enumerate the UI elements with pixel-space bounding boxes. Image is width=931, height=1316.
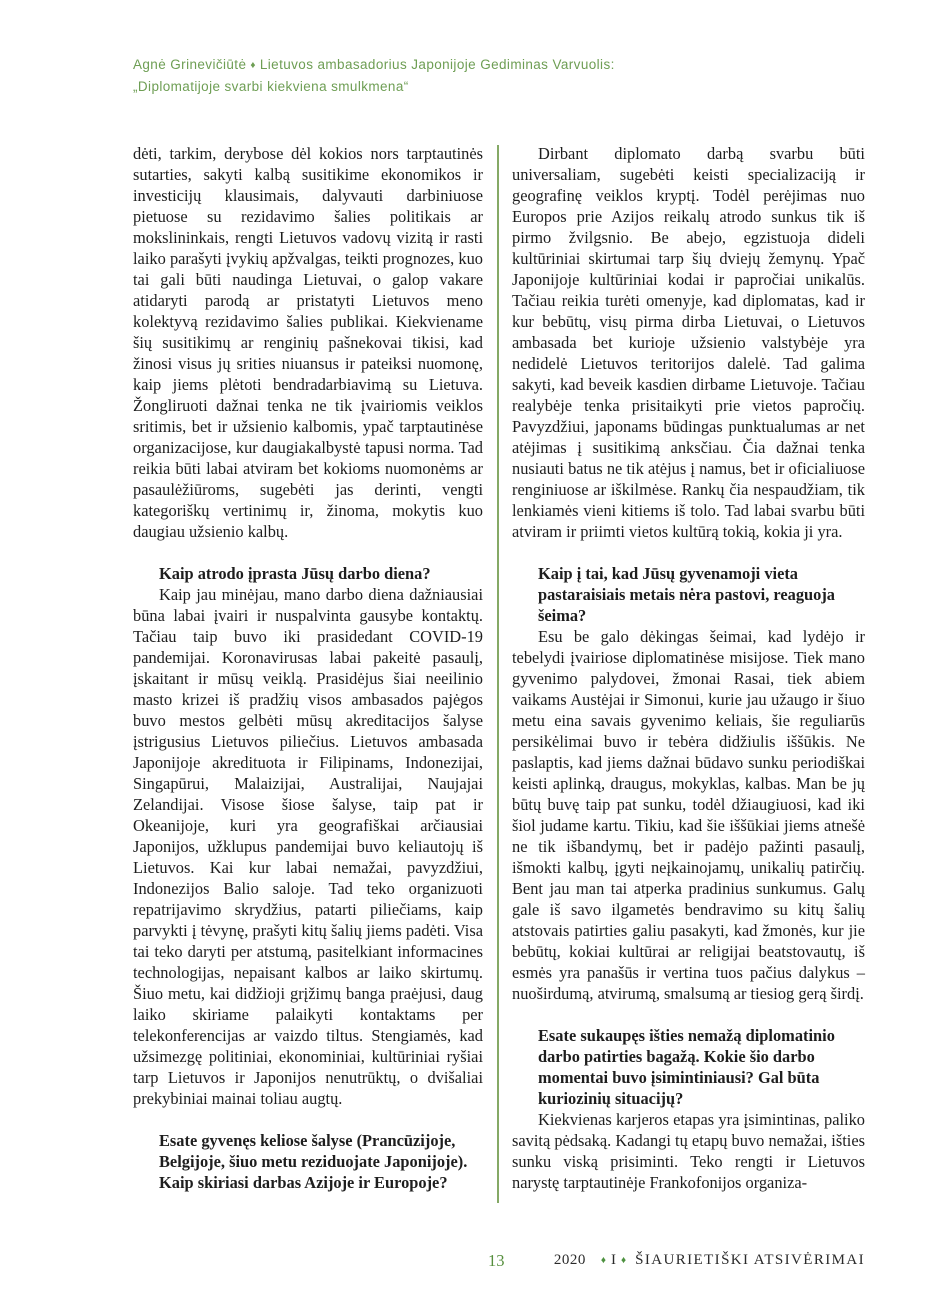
paragraph: Kaip jau minėjau, mano darbo diena dažniausiai būna labai įvairi ir nuspalvinta gausybe kontaktų. Tačiau taip buvo iki prasidedant COVID-19 pandemijai. Koronavirusas labai pakeitė pasaulį, įskaitant ir mūsų veiklą. Prasidėjus šiai neeilinio masto krizei iš pradžių visos ambasados pajėgos buvo mestos gelbėti mūsų akreditacijos šalyse įstrigusius Lietuvos piliečius. Lietuvos ambasada Japonijoje akredituota ir Filipinams, Indonezijai, Singapūrui, Malaizijai, Australijai, Naujajai Zelandijai. Visose šiose šalyse, taip pat ir Okeanijoje, kuri yra geografiškai arčiausiai Japonijos, užklupus pandemijai buvo keliautojų iš Lietuvos. Kai kur labai nemažai, pavyzdžiui, Indonezijos Balio saloje. Tad teko organizuoti repatrijavimo skrydžius, patarti piliečiams, kaip parvykti į tėvynę, prašyti kitų šalių jiems padėti. Visa tai teko daryti per atstumą, pasitelkiant informacines technologijas, nepaisant kalbos ar laiko skirtumų. Šiuo metu, kai didžioji grįžimų banga praėjusi, daug laiko skiriame palaikyti kontaktams per telekonferencijas ar vaizdo tiltus. Stengiamės, kad užsimezgę politiniai, ekonominiai, kultūriniai ryšiai tarp Lietuvos ir Japonijos nenutrūktų, o dvišaliai prekybiniai mainai toliau augtų. [133,585,483,1108]
diamond-separator-icon: ♦ [250,60,256,71]
question-heading: Kaip atrodo įprasta Jūsų darbo diena? [159,564,431,583]
column-right [512,143,865,1193]
footer-issue-number: I [611,1252,617,1268]
author-name: Agnė Grinevičiūtė [133,57,247,72]
column-divider-rule [497,145,499,1203]
question-heading: Esate gyvenęs keliose šalyse (Prancūzijoje, Belgijoje, šiuo metu reziduojate Japonijoje). Kaip skiriasi darbas Azijoje ir Europoje? [159,1131,468,1192]
question-heading: Esate sukaupęs išties nemažą diplomatinio darbo patirties bagažą. Kokie šio darbo momentai buvo įsimintiniausi? Gal būta kuriozinių situacijų? [538,1026,835,1108]
column-left [133,143,483,1193]
paragraph: dėti, tarkim, derybose dėl kokios nors tarptautinės sutarties, sakyti kalbą susitikime ekonomikos ir investicijų klausimais, dalyvauti darbiniuose pietuose su rezidavimo šalies politikais ar mokslininkais, rengti Lietuvos vadovų vizitą ir rasti laiko parašyti įvykių apžvalgas, teikti prognozes, kuo tai gali būti naudinga Lietuvai, o galop vakare atidaryti parodą ar pristatyti Lietuvos meno kolektyvą rezidavimo šalies publikai. Kiekviename šių susitikimų ar renginių pašnekovai tikisi, kad žinosi visus jų srities niuansus ir pateiksi nuomonę, kaip jiems plėtoti bendradarbiavimą su Lietuva. Žongliruoti dažnai tenka ne tik įvairiomis veiklos sritimis, bet ir užsienio kalbomis, ypač tarptautinėse organizacijose, kur daugiakalbystė tapusi norma. Tad reikia būti labai atviram bet kokioms nuomonėms ar pasaulėžiūroms, sugebėti jas derinti, vengti kategoriškų vertinimų ir, žinoma, mokytis kuo daugiau užsienio kalbų. [133,144,483,541]
paragraph: Kiekvienas karjeros etapas yra įsimintinas, paliko savitą pėdsaką. Kadangi tų etapų buvo nemažai, išties sunku viską prisiminti. Teko rengti ir Lietuvos narystę tarptautinėje Frankofonijos organiza- [512,1110,865,1192]
footer-journal-line [554,1250,865,1271]
page-number: 13 [488,1251,505,1270]
footer-year: 2020 [553,1252,586,1268]
page-header [133,54,753,97]
header-line-1 [133,54,753,76]
diamond-separator-icon: ♦ [621,1255,627,1266]
paragraph: Esu be galo dėkingas šeimai, kad lydėjo ir tebelydi įvairiose diplomatinėse misijose. Tiek mano gyvenimo palydovei, žmonai Rasai, tiek abiem vaikams Austėjai ir Simonui, kurie jau užaugo ir šiuo metu eina savais gyvenimo keliais, šie reguliarūs persikėlimai buvo ir tebėra didžiulis iššūkis. Ne paslaptis, kad jiems dažnai būdavo sunku periodiškai keisti aplinką, draugus, mokyklas, kalbas. Man be jų būtų buvę taip pat sunku, todėl džiaugiuosi, kad iki šiol judame kartu. Tikiu, kad šie iššūkiai jiems atnešė ne tik išbandymų, bet ir padėjo pažinti pasaulį, išmokti kalbų, įgyti neįkainojamų, unikalių patirčių. Bent jau man tai atperka pradinius sunkumus. Galų gale iš savo ilgametės bendravimo su kitų šalių atstovais patirties galiu pasakyti, kad žmonės, kur jie bebūtų, kokiai kultūrai ar religijai beatstovautų, iš esmės yra panašūs ir vertina tuos pačius dalykus – nuoširdumą, atvirumą, smalsumą ar tiesiog gerą širdį. [512,627,865,1003]
question-heading: Kaip į tai, kad Jūsų gyvenamoji vieta pastaraisiais metais nėra pastovi, reaguoja šeima? [538,564,835,625]
header-subject: Lietuvos ambasadorius Japonijoje Gediminas Varvuolis: [259,57,615,72]
paragraph: Dirbant diplomato darbą svarbu būti universaliam, sugebėti keisti specializaciją ir geografinę veiklos kryptį. Todėl perėjimas nuo Europos prie Azijos reikalų atrodo sunkus tik iš pirmo žvilgsnio. Be abejo, egzistuoja dideli kultūriniai skirtumai tarp šių dviejų žemynų. Ypač Japonijoje kultūriniai kodai ir papročiai unikalūs. Tačiau reikia turėti omenyje, kad diplomatas, kad ir kur bebūtų, visų pirma dirba Lietuvai, o Lietuvos ambasada bet kurioje užsienio valstybėje yra nedidelė Lietuvos teritorijos dalelė. Tad galima sakyti, kad beveik kasdien dirbame Lietuvoje. Tačiau realybėje tenka prisitaikyti prie vietos papročių. Pavyzdžiui, japonams būdingas punktualumas ar net atėjimas į susitikimą anksčiau. Čia dažnai tenka nusiauti batus ne tik atėjus į namus, bet ir oficialiuose renginiuose ar iškilmėse. Rankų čia nespaudžiam, tik lenkiamės vieni kitiems iš tolo. Tad labai svarbu būti atviram ir priimti vietos kultūrą tokią, kokia ji yra. [512,144,865,541]
journal-title: ŠIAURIETIŠKI ATSIVĖRIMAI [635,1252,865,1268]
diamond-separator-icon: ♦ [600,1255,607,1266]
article-title: „Diplomatijoje svarbi kiekviena smulkmena“ [133,79,409,94]
